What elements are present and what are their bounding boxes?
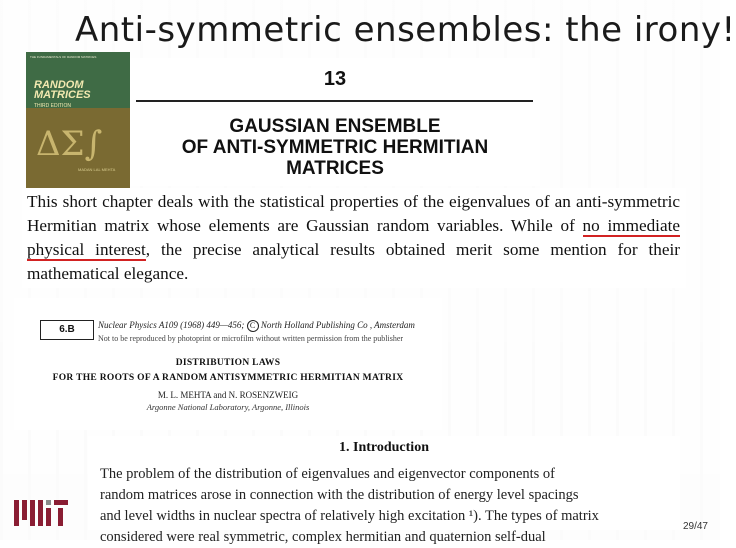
paragraph-text-after: , the precise analytical results obtained merit some mention for their mathematical elegance. <box>27 240 680 283</box>
book-cover-title <box>34 80 124 111</box>
slide-title: Anti-symmetric ensembles: the irony! <box>75 10 736 50</box>
book-cover-series: THE FUNDAMENTALS OF RANDOM MATRICES <box>30 55 97 59</box>
book-cover-image <box>26 52 130 188</box>
book-cover-edition: THIRD EDITION <box>34 103 71 109</box>
mit-logo-dot <box>46 500 51 505</box>
chapter-excerpt <box>130 58 540 186</box>
book-cover-title-line1: RANDOM <box>34 79 84 91</box>
page-number: 29/47 <box>682 521 708 532</box>
mit-logo-bar <box>14 500 19 526</box>
copyright-icon: C <box>247 320 259 332</box>
book-cover-author: MADAN LAL MEHTA <box>78 167 116 172</box>
introduction-heading: 1. Introduction <box>339 440 429 455</box>
paper-authors: M. L. MEHTA and N. ROSENZWEIG <box>157 390 299 400</box>
mit-logo-bar <box>30 500 35 526</box>
mit-logo-bar <box>54 500 68 505</box>
mit-logo-bar <box>38 500 43 526</box>
book-cover-symbols: ΔΣ∫ <box>36 124 103 164</box>
mit-logo-bar <box>46 508 51 526</box>
journal-notice: Not to be reproduced by photoprint or microfilm without written permission from the publisher <box>98 334 404 343</box>
paper-title-line1: DISTRIBUTION LAWS <box>175 358 281 368</box>
chapter-rule <box>136 100 533 102</box>
chapter-title-line1: GAUSSIAN ENSEMBLE <box>229 116 441 137</box>
book-cover-title-line2: MATRICES <box>34 89 91 101</box>
chapter-title-line2: OF ANTI-SYMMETRIC HERMITIAN <box>181 137 489 158</box>
mit-logo-bar <box>22 500 27 520</box>
introduction-line: random matrices arose in connection with the distribution of energy level spacings <box>100 487 579 503</box>
chapter-paragraph-text <box>22 188 686 286</box>
introduction-line: The problem of the distribution of eigenvalues and eigenvector components of <box>100 466 556 482</box>
journal-citation <box>98 320 438 332</box>
mit-logo-bar <box>58 508 63 526</box>
journal-badge: 6.B <box>40 320 94 340</box>
journal-publisher: North Holland Publishing Co , Amsterdam <box>260 320 415 330</box>
chapter-number: 13 <box>323 68 347 90</box>
paragraph-underlined-phrase: no immediate physical interest <box>27 216 680 259</box>
chapter-title-line3: MATRICES <box>286 158 384 179</box>
paragraph-text-before: This short chapter deals with the statistical properties of the eigenvalues of an anti-symmetric Hermitian matrix whose elements are Gaussian random variables. While of <box>27 192 680 235</box>
introduction-text <box>100 464 672 548</box>
introduction-excerpt <box>88 436 680 545</box>
paper-header-excerpt <box>14 298 442 430</box>
chapter-paragraph <box>22 188 686 288</box>
paper-title-line2: FOR THE ROOTS OF A RANDOM ANTISYMMETRIC HERMITIAN MATRIX <box>52 373 404 383</box>
journal-citation-ref: Nuclear Physics A109 (1968) 449—456; <box>98 320 245 330</box>
introduction-line: considered were real symmetric, complex hermitian and quaternion self-dual <box>100 529 546 545</box>
paper-affiliation: Argonne National Laboratory, Argonne, Illinois <box>146 402 310 412</box>
introduction-line: and level widths in nuclear spectra of relatively high excitation ¹). The types of matrix <box>100 508 599 524</box>
chapter-title <box>130 116 540 179</box>
